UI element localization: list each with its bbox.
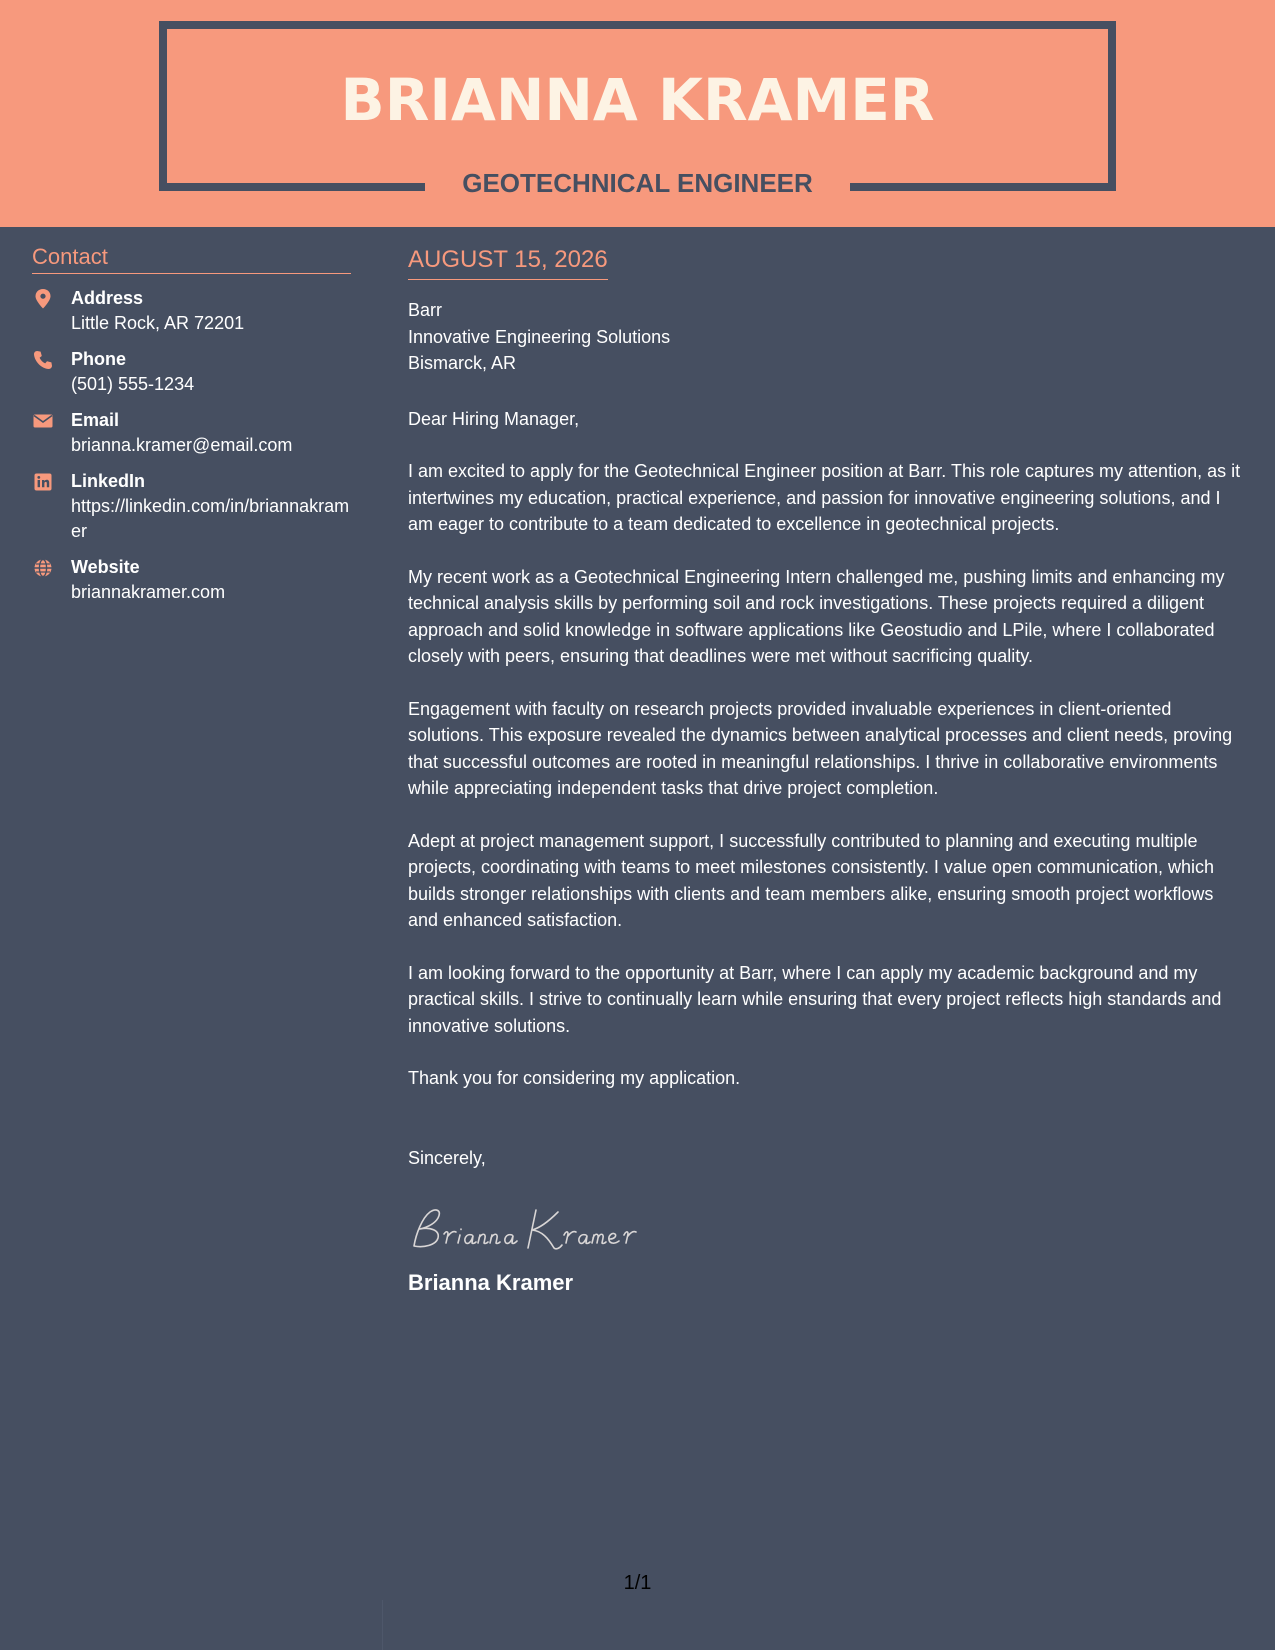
body-paragraph: Adept at project management support, I successfully contributed to planning and executing multiple projects, coordinating with teams to meet milestones consistently. I value open communication, which builds stronger relationships with clients and team members alike, ensuring smooth project workflows and enhanced satisfaction.	[408, 830, 1215, 930]
contact-label: Address	[71, 288, 144, 308]
job-title: GEOTECHNICAL ENGINEER	[462, 168, 813, 198]
letter-date: AUGUST 15, 2026	[408, 244, 608, 280]
recipient-company: Barr	[408, 300, 443, 320]
contact-label: LinkedIn	[71, 471, 146, 491]
contact-heading: Contact	[32, 243, 351, 274]
globe-icon	[32, 557, 54, 579]
handwritten-signature	[408, 1198, 1248, 1258]
linkedin-icon	[32, 471, 54, 493]
contact-item-phone	[32, 347, 351, 397]
phone-icon	[32, 349, 54, 371]
website-value[interactable]: briannakramer.com	[71, 582, 226, 602]
body-paragraph: My recent work as a Geotechnical Engineering Intern challenged me, pushing limits and enhancing my technical analysis skills by performing soil and rock investigations. These projects required a diligent approach and solid knowledge in software applications like Geostudio and LPile, where I collaborated closely with peers, ensuring that deadlines were met without sacrificing quality.	[408, 566, 1225, 666]
recipient-department: Innovative Engineering Solutions	[408, 326, 671, 347]
contact-item-linkedin	[32, 469, 351, 544]
contact-label: Email	[71, 410, 120, 430]
linkedin-value[interactable]: https://linkedin.com/in/briannakramer	[71, 496, 350, 541]
salutation: Dear Hiring Manager,	[408, 408, 580, 429]
body-paragraph: I am excited to apply for the Geotechnical Engineer position at Barr. This role captures my attention, as it intertwines my education, practical experience, and passion for innovative engineering solutions, and I am eager to contribute to a team dedicated to excellence in geotechnical projects.	[408, 461, 1241, 534]
applicant-name: BRIANNA KRAMER	[340, 66, 935, 134]
contact-label: Phone	[71, 349, 127, 369]
recipient-location: Bismarck, AR	[408, 353, 517, 373]
contact-item-email	[32, 408, 351, 458]
contact-sidebar	[32, 243, 351, 616]
signed-name: Brianna Kramer	[408, 1270, 574, 1295]
address-value: Little Rock, AR 72201	[71, 313, 245, 333]
email-value[interactable]: brianna.kramer@email.com	[71, 435, 293, 455]
map-pin-icon	[32, 288, 54, 310]
header-banner	[0, 0, 1275, 227]
contact-label: Website	[71, 557, 140, 577]
page-number: 1/1	[623, 1572, 652, 1594]
closing: Sincerely,	[408, 1147, 486, 1168]
envelope-icon	[32, 410, 54, 432]
letter-body	[408, 244, 1248, 1298]
contact-item-address	[32, 286, 351, 336]
body-paragraph: I am looking forward to the opportunity at Barr, where I can apply my academic background and my practical skills. I strive to continually learn while ensuring that every project reflects high standards and innovative solutions.	[408, 962, 1222, 1036]
thank-you-line: Thank you for considering my application.	[408, 1068, 741, 1088]
phone-value: (501) 555-1234	[71, 374, 195, 394]
contact-item-website	[32, 555, 351, 605]
page-edge	[382, 1600, 1275, 1650]
body-paragraph: Engagement with faculty on research projects provided invaluable experiences in client-oriented solutions. This exposure revealed the dynamics between analytical processes and client needs, proving that successful outcomes are rooted in meaningful relationships. I thrive in collaborative environments while appreciating independent tasks that drive project completion.	[408, 698, 1233, 798]
